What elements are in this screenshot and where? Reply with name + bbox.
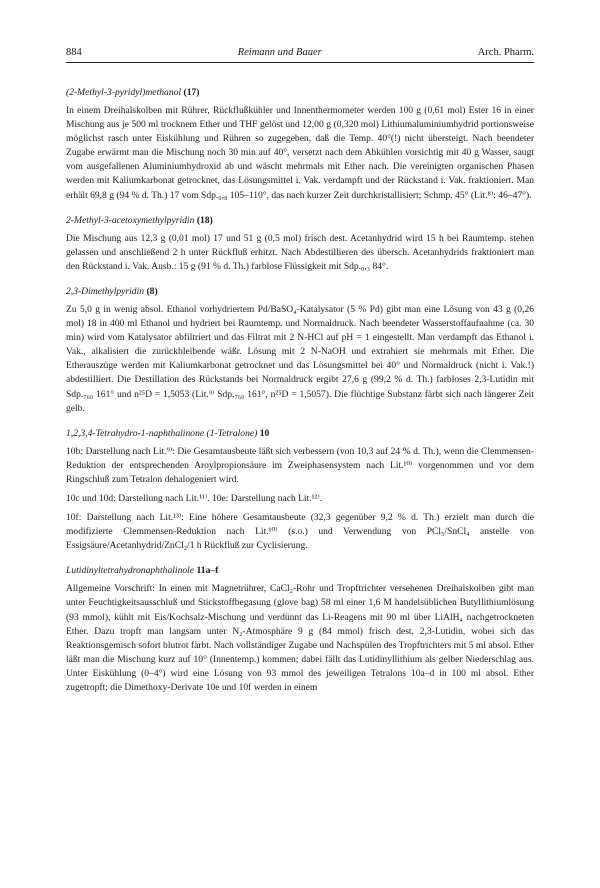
section-methylpyridylmethanol bbox=[66, 86, 534, 203]
section-lutidinyltetrahydronaphthalinole bbox=[66, 564, 534, 695]
paragraph: 10f: Darstellung nach Lit.¹³⁾: Eine höhere Gesamtausbeute (32,3 gegenüber 9,2 % d. Th.) erzielt man durch die modifizierte Clemmensen-Reduktion nach Lit.¹⁰⁾ (s.o.) und Verwendung von PCl₅/SnCl₄ anstelle von Essigsäure/Acetanhydrid/ZnCl₂/1 h Rückfluß zur Cyclisierung. bbox=[66, 512, 534, 552]
running-authors: Reimann und Bauer bbox=[237, 47, 322, 58]
section-heading: 2,3-Dimethylpyridin (8) bbox=[66, 285, 158, 297]
paragraph: Zu 5,0 g in wenig absol. Ethanol vorhydriertem Pd/BaSO₄-Katalysator (5 % Pd) gibt man eine Lösung von 43 g (0,26 mol) 18 in 400 ml Ethanol und hydriert bei Raumtemp. und Normaldruck. Nach beendeter Wasserstoffaufnahme (ca. 30 min) wird vom Katalysator abfiltriert und das Filtrat mit 2 N-HCl auf pH = 1 eingestellt. Man verdampft das Ethanol i. Vak., alkalisiert die zurückbleibende wäßr. Lösung mit 2 N-NaOH und extrahiert sie mehrmals mit Ether. Die Etherauszüge werden mit Kaliumkarbonat getrocknet und das Lösungsmittel bei 40° und Normaldruck (nicht i. Vak.!) abdestilliert. Die Destillation des Rückstands bei Normaldruck ergibt 27,6 g (99,2 % d. Th.) farbloses 2,3-Lutidin mit Sdp.₇₆₀ 161° und n²⁵D = 1,5053 (Lit.⁹⁾ Sdp.₇₆₀ 161°, n²⁵D = 1,5057). Die flüchtige Substanz färbt sich nach längerer Zeit gelb. bbox=[66, 303, 534, 414]
page-number: 884 bbox=[66, 47, 82, 58]
paragraph: 10b: Darstellung nach Lit.⁹⁾: Die Gesamtausbeute läßt sich verbessern (von 10,3 auf 24 % d. Th.), wenn die Clemmensen-Reduktion der entsprechenden Aroylpropionsäure im Zweiphasensystem nach Lit.¹⁰⁾ vorgenommen und vor dem Ringschluß zum Tetralon dehalogeniert wird. bbox=[66, 445, 534, 485]
section-acetoxymethylpyridin bbox=[66, 214, 534, 274]
section-heading: 1,2,3,4-Tetrahydro-1-naphthalinone (1-Tetralone) 10 bbox=[66, 427, 270, 439]
paragraph: 10c und 10d: Darstellung nach Lit.¹¹⁾. 10e: Darstellung nach Lit.¹²⁾. bbox=[66, 492, 323, 504]
paragraph: Die Mischung aus 12,3 g (0,01 mol) 17 und 51 g (0,5 mol) frisch dest. Acetanhydrid wird 15 h bei Raumtemp. stehen gelassen und anschließend 2 h unter Rückfluß erhitzt. Nach Abdestillieren des übersch. Acetanhydrids fraktioniert man den Rückstand i. Vak. Ausb.: 15 g (91 % d. Th.) farblose Flüssigkeit mit Sdp.₀,₃ 84°. bbox=[66, 232, 534, 272]
section-dimethylpyridin bbox=[66, 285, 534, 416]
section-heading: 2-Methyl-3-acetoxymethylpyridin (18) bbox=[66, 214, 213, 226]
journal-name: Arch. Pharm. bbox=[477, 47, 534, 58]
section-heading: (2-Methyl-3-pyridyl)methanol (17) bbox=[66, 87, 200, 98]
paragraph: In einem Dreihalskolben mit Rührer, Rückflußkühler und Innenthermometer werden 100 g (0,61 mol) Ester 16 in einer Mischung aus je 500 ml trocknem Ether und THF gelöst und 12,00 g (0,320 mol) Lithiumaluminiumhydrid portionsweise möglichst rasch unter Eiskühlung und Rühren so zugegeben, daß die Temp. 40°(!) nicht übersteigt. Nach beendeter Zugabe erwärmt man die Mischung noch 30 min auf 40°, versetzt nach dem Abkühlen vorsichtig mit 40 g Wasser, saugt vom ausgefallenen Aluminiumhydroxid ab und wäscht mehrmals mit Ether nach. Die vereinigten organischen Phasen werden mit Kaliumkarbonat getrocknet, das Lösungsmittel i. Vak. verdampft und der Rückstand i. Vak. fraktioniert. Man erhält 69,8 g (94 % d. Th.) 17 vom Sdp.₀,₈ 105–110°, das nach kurzer Zeit durchkristallisiert; Schmp. 45° (Lit.⁸⁾: 46–47°). bbox=[66, 105, 534, 201]
section-tetralone bbox=[66, 427, 534, 554]
section-heading: Lutidinyltetrahydronaphthalinole 11a–f bbox=[66, 565, 219, 577]
paragraph: Allgemeine Vorschrift: In einen mit Magnetrührer, CaCl₂-Rohr und Tropftrichter versehenen Dreihalskolben gibt man unter Feuchtigkeitsausschluß und Stickstoffbegasung (glove bag) 58 ml einer 1,6 M handelsüblichen Butyllithiumlösung (93 mmol), kühlt mit Eis/Kochsalz-Mischung und verdünnt das Li-Reagens mit 90 ml über LiAlH₄ nachgetrockneten Ether. Dazu tropft man langsam unter N₂-Atmosphäre 9 g (84 mmol) frisch dest. 2,3-Lutidin, wobei sich das Reaktionsgemisch sofort blutrot färbt. Nach vollständiger Zugabe und Nachspülen des Tropftrichters mit 5 ml absol. Ether läßt man die Mischung kurz auf 10° (Innentemp.) kommen; dabei fällt das Lutidinyllithium als gelber Niederschlag aus. Unter Eiskühlung (0–4°) wird eine Lösung von 93 mmol des jeweiligen Tetralons 10a–d in 100 ml absol. Ether zugetropft; die Dimethoxy-Derivate 10e und 10f werden in einem bbox=[66, 583, 534, 693]
running-header bbox=[66, 46, 534, 63]
